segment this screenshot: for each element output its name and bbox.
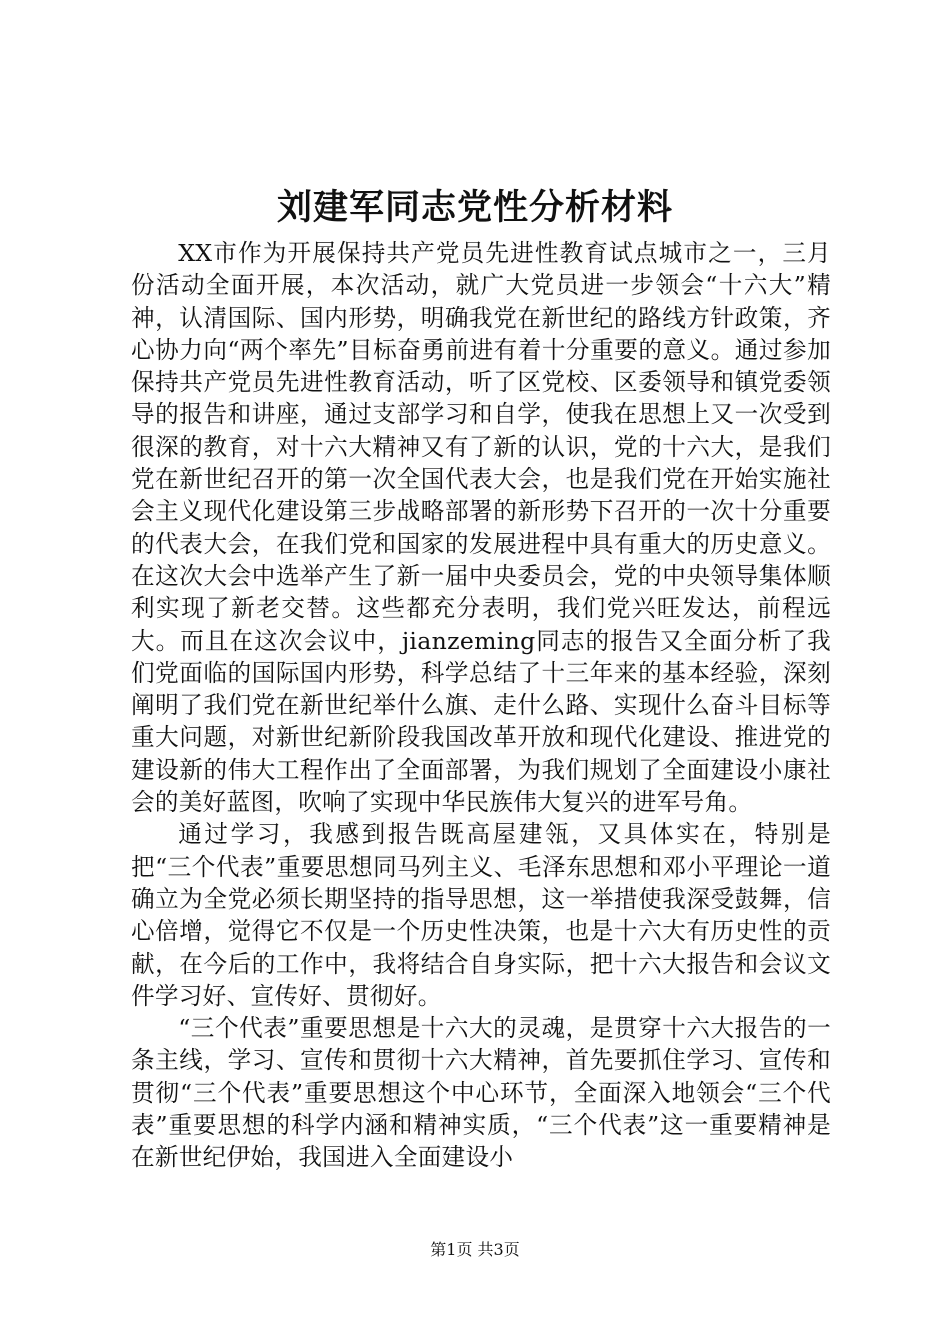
page-number-footer: 第1页 共3页 — [430, 1240, 520, 1259]
paragraph-3: “三个代表”重要思想是十六大的灵魂，是贯穿十六大报告的一条主线，学习、宣传和贯彻十六大精神，首先要抓住学习、宣传和贯彻“三个代表”重要思想这个中心环节，全面深入地领会“三个代表”重要思想的科学内涵和精神实质，“三个代表”这一重要精神是在新世纪伊始，我国进入全面建设小 — [131, 1014, 831, 1172]
document-body — [131, 237, 831, 1174]
paragraph-2: 通过学习，我感到报告既高屋建瓴，又具体实在，特别是把“三个代表”重要思想同马列主义、毛泽东思想和邓小平理论一道确立为全党必须长期坚持的指导思想，这一举措使我深受鼓舞，信心倍增，觉得它不仅是一个历史性决策，也是十六大有历史性的贡献，在今后的工作中，我将结合自身实际，把十六大报告和会议文件学习好、宣传好、贯彻好。 — [131, 820, 831, 1010]
paragraph-1: XX市作为开展保持共产党员先进性教育试点城市之一，三月份活动全面开展，本次活动，就广大党员进一步领会“十六大”精神，认清国际、国内形势，明确我党在新世纪的路线方针政策，齐心协力向“两个率先”目标奋勇前进有着十分重要的意义。通过参加保持共产党员先进性教育活动，听了区党校、区委领导和镇党委领导的报告和讲座，通过支部学习和自学，使我在思想上又一次受到很深的教育，对十六大精神又有了新的认识，党的十六大，是我们党在新世纪召开的第一次全国代表大会，也是我们党在开始实施社会主义现代化建设第三步战略部署的新形势下召开的一次十分重要的代表大会，在我们党和国家的发展进程中具有重大的历史意义。在这次大会中选举产生了新一届中央委员会，党的中央领导集体顺利实现了新老交替。这些都充分表明，我们党兴旺发达，前程远大。而且在这次会议中，jianzeming同志的报告又全面分析了我们党面临的国际国内形势，科学总结了十三年来的基本经验，深刻阐明了我们党在新世纪举什么旗、走什么路、实现什么奋斗目标等重大问题，对新世纪新阶段我国改革开放和现代化建设、推进党的建设新的伟大工程作出了全面部署，为我们规划了全面建设小康社会的美好蓝图，吹响了实现中华民族伟大复兴的进军号角。 — [131, 239, 831, 817]
document-title: 刘建军同志党性分析材料 — [276, 187, 673, 228]
